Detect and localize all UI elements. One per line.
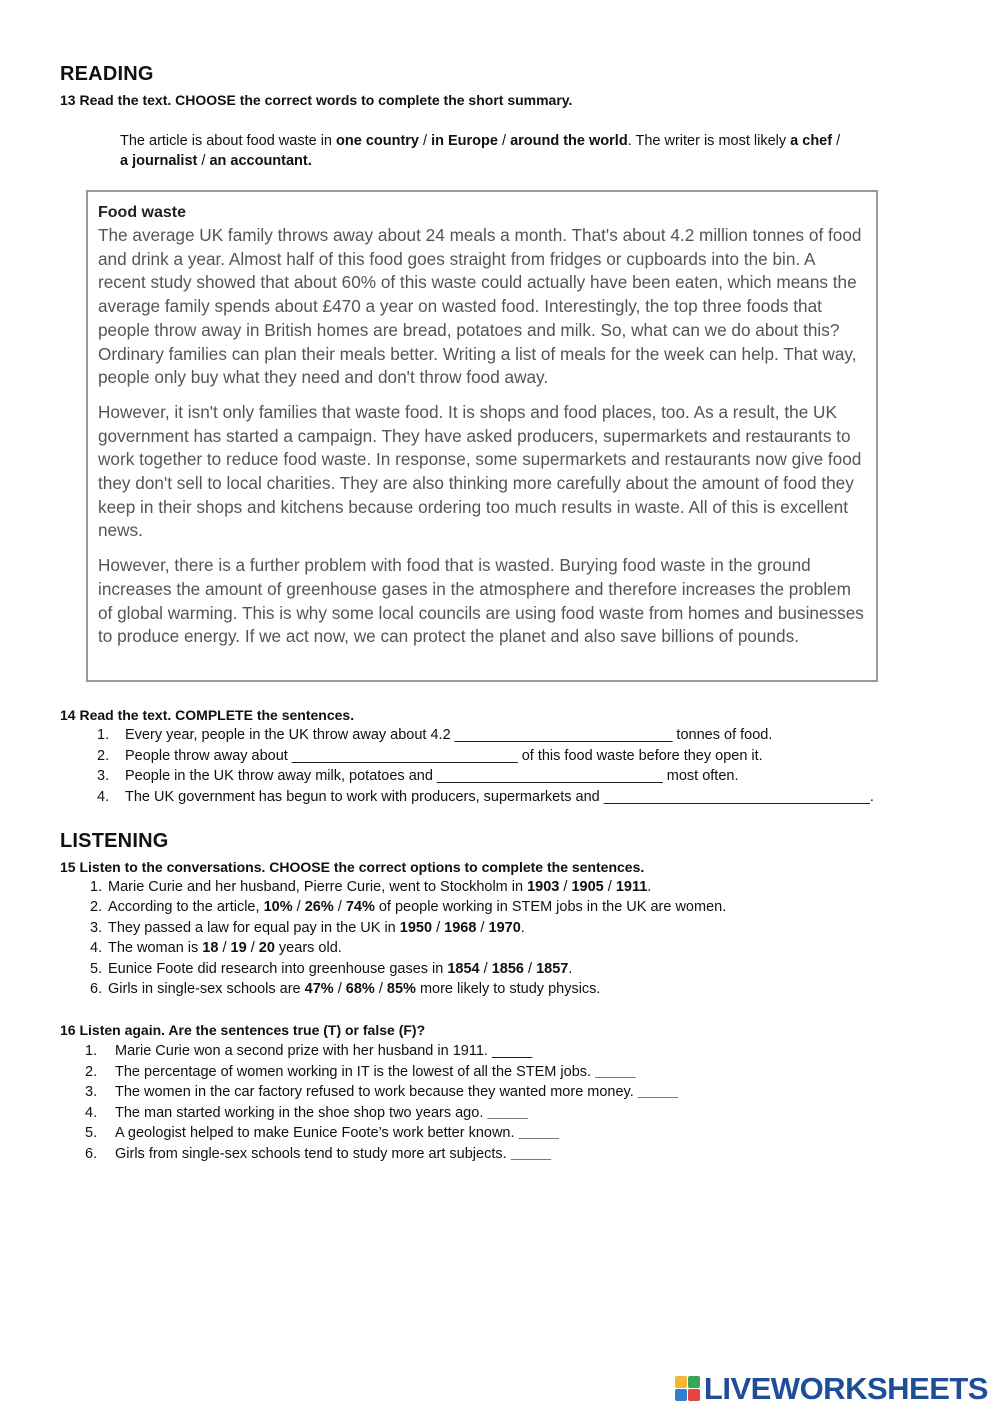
q16-item-text: A geologist helped to make Eunice Foote’s work better known. _____ <box>115 1125 559 1142</box>
q15-item-number: 1. <box>90 879 103 895</box>
q15-option[interactable]: 1905 <box>571 879 604 895</box>
q15-option[interactable]: 1903 <box>527 879 560 895</box>
q15-item-text <box>108 897 726 917</box>
q14-item-text: People throw away about ____________________________ of this food waste before they open it. <box>125 747 763 764</box>
q14-item-number: 2. <box>97 747 110 764</box>
q15-item-text <box>108 959 572 979</box>
q15-item-text <box>108 877 651 897</box>
q15-item-text <box>108 918 525 938</box>
article-title: Food waste <box>98 204 187 221</box>
summary-text: / <box>419 133 432 149</box>
summary-text: / <box>497 133 511 149</box>
q15-option[interactable]: 1911 <box>615 879 648 895</box>
q15-text: . <box>520 919 525 936</box>
q13-summary <box>120 131 895 171</box>
q15-option[interactable]: 1968 <box>444 919 477 936</box>
summary-option[interactable]: in Europe <box>431 133 498 149</box>
logo-square <box>688 1376 700 1388</box>
listening-heading: LISTENING <box>60 830 169 852</box>
logo-square <box>675 1376 687 1388</box>
q14-instruction: 14 Read the text. COMPLETE the sentences. <box>60 707 355 723</box>
q16-answer-blank[interactable]: _____ <box>637 1084 679 1101</box>
q16-answer-blank[interactable]: _____ <box>491 1043 533 1059</box>
q15-text: / <box>476 919 489 936</box>
q16-item-text: Girls from single-sex schools tend to study more art subjects. _____ <box>115 1145 552 1162</box>
q13-instruction: 13 Read the text. CHOOSE the correct words to complete the short summary. <box>60 92 573 108</box>
q15-text: / <box>559 879 572 895</box>
q15-text: / <box>333 899 346 916</box>
q15-option[interactable]: 20 <box>258 940 275 957</box>
q15-text: / <box>218 940 231 957</box>
q15-text: / <box>523 960 537 977</box>
q15-text: / <box>333 980 346 997</box>
article-paragraph: However, it isn't only families that waste food. It is shops and food places, too. As a result, the UK government has started a campaign. They have asked producers, supermarkets and restaurants to work together to reduce food waste. In response, some supermarkets and restaurants now give food they don't sell to local charities. They are also thinking more carefully about the amount of food they keep in their shops and kitchens because ordering too much results in waste. All of this is excellent news. <box>98 401 862 541</box>
q16-item-number: 1. <box>85 1043 98 1059</box>
q15-item-number: 5. <box>90 960 103 977</box>
q14-item-text: Every year, people in the UK throw away about 4.2 ___________________________ tonnes of food. <box>125 727 773 743</box>
q15-option[interactable]: 19 <box>230 940 247 957</box>
q16-answer-blank[interactable]: _____ <box>487 1104 528 1121</box>
q15-text: of people working in STEM jobs in the UK are women. <box>374 899 727 916</box>
q15-text: years old. <box>274 940 342 957</box>
reading-heading: READING <box>60 63 154 85</box>
q16-answer-blank[interactable]: _____ <box>510 1145 552 1162</box>
q15-text: / <box>246 940 259 957</box>
q15-instruction: 15 Listen to the conversations. CHOOSE the correct options to complete the sentences. <box>60 859 645 875</box>
q15-item-text <box>108 938 342 958</box>
q15-item-number: 2. <box>90 899 103 916</box>
summary-option[interactable]: around the world <box>510 133 628 149</box>
q15-option[interactable]: 26% <box>304 899 334 916</box>
q15-option[interactable]: 18 <box>202 940 219 957</box>
summary-text: / <box>197 153 210 169</box>
q14-item-text: People in the UK throw away milk, potatoes and ____________________________ most often. <box>125 768 739 785</box>
q15-item-number: 3. <box>90 919 103 936</box>
q15-text: / <box>374 980 387 997</box>
q13-summary-line-2 <box>120 151 895 171</box>
q15-text: Marie Curie and her husband, Pierre Curie, went to Stockholm in <box>108 879 528 895</box>
q15-item-number: 4. <box>90 940 103 957</box>
summary-text: The article is about food waste in <box>120 133 337 149</box>
q14-answer-blank[interactable]: ___________________________ <box>454 727 673 743</box>
article-paragraph: The average UK family throws away about 24 meals a month. That's about 4.2 million tonnes of food and drink a year. Almost half of this food goes straight from fridges or cupboards into the bin. A recent study showed that about 60% of this waste could actually have been eaten, which means the average family spends about £470 a year on wasted food. Interestingly, the top three foods that people throw away in British homes are bread, potatoes and milk. So, what can we do about this? Ordinary families can plan their meals better. Writing a list of meals for the week can help. That way, people only buy what they need and don't throw food away. <box>98 225 862 388</box>
q15-text: / <box>603 879 616 895</box>
q15-text: . <box>568 960 573 977</box>
q15-option[interactable]: 68% <box>345 980 375 997</box>
q16-answer-blank[interactable]: _____ <box>595 1063 636 1080</box>
q15-text: They passed a law for equal pay in the UK in <box>108 919 400 936</box>
q15-text: . <box>647 879 652 895</box>
summary-option[interactable]: a chef <box>790 133 833 149</box>
summary-option[interactable]: a journalist <box>120 153 198 169</box>
q15-text: Girls in single-sex schools are <box>108 980 305 997</box>
q15-option[interactable]: 1950 <box>399 919 433 936</box>
q16-item-number: 6. <box>85 1145 98 1162</box>
q15-item-number: 6. <box>90 980 103 997</box>
q14-item-text: The UK government has begun to work with producers, supermarkets and _________________________________. <box>125 788 874 805</box>
q15-option[interactable]: 47% <box>304 980 334 997</box>
q14-answer-blank[interactable]: _________________________________ <box>603 788 870 805</box>
q14-item-number: 1. <box>97 727 110 743</box>
q15-text: Eunice Foote did research into greenhouse gases in <box>108 960 448 977</box>
q14-answer-blank[interactable]: ____________________________ <box>436 768 663 785</box>
q16-instruction: 16 Listen again. Are the sentences true (T) or false (F)? <box>60 1022 426 1038</box>
q15-text: / <box>479 960 492 977</box>
summary-text: / <box>832 133 841 149</box>
q15-option[interactable]: 1970 <box>488 919 521 936</box>
q14-item-number: 4. <box>97 788 110 805</box>
q16-item-number: 3. <box>85 1084 98 1101</box>
q13-summary-line-1 <box>120 131 895 151</box>
q16-item-number: 2. <box>85 1063 98 1080</box>
q15-text: According to the article, <box>108 899 264 916</box>
q16-answer-blank[interactable]: _____ <box>518 1125 559 1142</box>
q15-option[interactable]: 74% <box>345 899 375 916</box>
q14-item-number: 3. <box>97 768 110 785</box>
q15-option[interactable]: 85% <box>386 980 416 997</box>
q15-option[interactable]: 1854 <box>447 960 480 977</box>
q16-item-number: 4. <box>85 1104 98 1121</box>
article-box <box>86 190 878 682</box>
q15-item-text <box>108 979 600 999</box>
q16-item-text: The women in the car factory refused to work because they wanted more money. _____ <box>115 1084 679 1101</box>
q15-option[interactable]: 10% <box>263 899 293 916</box>
summary-option[interactable]: an accountant. <box>209 153 312 169</box>
q15-text: more likely to study physics. <box>415 980 601 997</box>
summary-text: . The writer is most likely <box>627 133 791 149</box>
article-paragraph: However, there is a further problem with food that is wasted. Burying food waste in the ground increases the amount of greenhouse gases in the atmosphere and therefore increases the problem of global warming. This is why some local councils are using food waste from homes and businesses to produce energy. If we act now, we can protect the planet and also save billions of pounds. <box>98 555 864 647</box>
q16-item-text: Marie Curie won a second prize with her husband in 1911. _____ <box>115 1043 533 1059</box>
summary-option[interactable]: one country <box>336 133 419 149</box>
logo-square <box>688 1389 700 1401</box>
logo-square <box>675 1389 687 1401</box>
q15-option[interactable]: 1857 <box>536 960 569 977</box>
q15-option[interactable]: 1856 <box>491 960 524 977</box>
q16-item-text: The percentage of women working in IT is the lowest of all the STEM jobs. _____ <box>115 1063 636 1080</box>
q15-text: / <box>292 899 305 916</box>
q16-item-text: The man started working in the shoe shop two years ago. _____ <box>115 1104 528 1121</box>
brand-name: LIVEWORKSHEETS <box>703 1371 988 1406</box>
q15-text: The woman is <box>108 940 203 957</box>
q15-text: / <box>432 919 445 936</box>
liveworksheets-mark-icon <box>675 1376 701 1402</box>
liveworksheets-logo <box>675 1372 988 1406</box>
q16-item-number: 5. <box>85 1125 98 1142</box>
q14-answer-blank[interactable]: ____________________________ <box>291 747 518 764</box>
